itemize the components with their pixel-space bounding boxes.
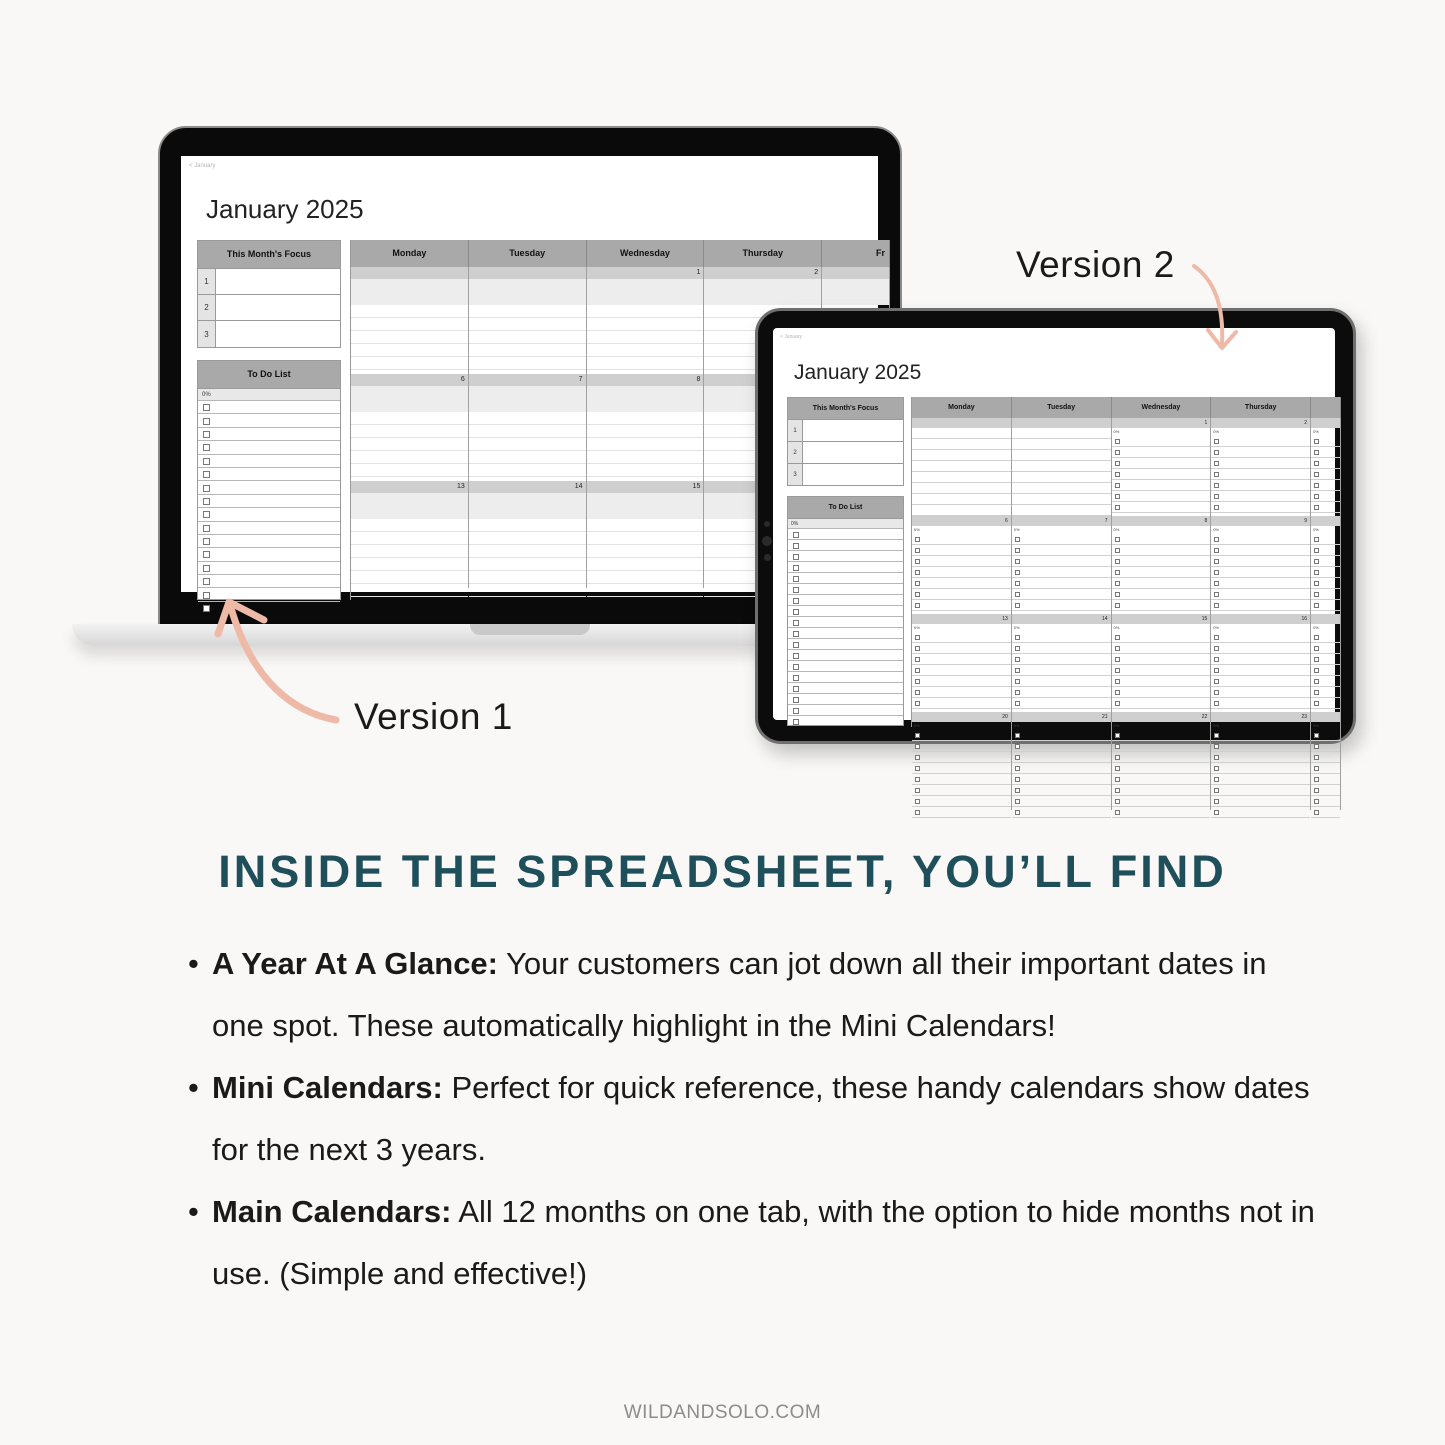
day-progress: 0% — [1113, 429, 1120, 434]
day-progress: 0% — [914, 527, 920, 532]
focus-header: This Month's Focus — [198, 241, 340, 268]
focus-number: 2 — [198, 295, 216, 320]
weekday-monday: Monday — [351, 240, 469, 267]
breadcrumb[interactable]: < January — [780, 334, 803, 340]
day-number: 15 — [1112, 614, 1211, 624]
day-number: 21 — [1012, 712, 1111, 722]
day-number: 6 — [351, 374, 468, 386]
feature-text: Your customers can jot down all their important dates in one spot. These automatically highlight in the Mini Calendars! — [212, 946, 1267, 1043]
day-progress: 0% — [1313, 625, 1319, 630]
list-item — [186, 933, 1326, 1057]
sheet-title: January 2025 — [206, 194, 364, 224]
day-progress: 0% — [1113, 527, 1120, 532]
day-number: 14 — [469, 481, 586, 493]
checkbox[interactable] — [1015, 810, 1020, 815]
arrow-icon-version-1 — [218, 602, 336, 720]
weekday-tuesday: Tuesday — [469, 240, 587, 267]
todo-progress: 0% — [198, 388, 340, 400]
day-progress: 0% — [1313, 429, 1319, 434]
day-progress: 0% — [1013, 723, 1020, 728]
list-item — [186, 1181, 1326, 1305]
todo-header: To Do List — [788, 497, 903, 518]
day-progress: 0% — [914, 723, 920, 728]
weekday-wednesday: Wednesday — [1112, 397, 1212, 418]
day-number: 13 — [351, 481, 468, 493]
day-number: 2 — [1211, 418, 1310, 428]
day-number: 20 — [912, 712, 1011, 722]
feature-list — [186, 933, 1326, 1305]
focus-header: This Month's Focus — [788, 398, 903, 419]
list-item — [186, 1057, 1326, 1181]
day-number: 8 — [1112, 516, 1211, 526]
day-progress: 0% — [1213, 723, 1220, 728]
day-progress: 0% — [1113, 723, 1120, 728]
day-progress: 0% — [1313, 527, 1319, 532]
day-progress: 0% — [1013, 527, 1020, 532]
day-number: 13 — [912, 614, 1011, 624]
weekday-tuesday: Tuesday — [1012, 397, 1112, 418]
day-progress: 0% — [1313, 723, 1319, 728]
day-task-row[interactable] — [912, 807, 1011, 818]
feature-text: All 12 months on one tab, with the option to hide months not in use. (Simple and effective!) — [212, 1194, 1315, 1291]
focus-number: 1 — [198, 269, 216, 294]
checkbox[interactable] — [1314, 810, 1319, 815]
focus-number: 2 — [788, 442, 803, 463]
day-number: 1 — [587, 267, 704, 279]
bullet-icon: • — [188, 1070, 199, 1105]
feature-title: Mini Calendars: — [212, 1070, 443, 1105]
day-number: 14 — [1012, 614, 1111, 624]
day-number: 22 — [1112, 712, 1211, 722]
day-progress: 0% — [914, 625, 920, 630]
focus-number: 3 — [198, 321, 216, 347]
checkbox[interactable] — [1115, 810, 1120, 815]
day-number: 16 — [1211, 614, 1310, 624]
day-number: 9 — [1211, 516, 1310, 526]
focus-number: 1 — [788, 420, 803, 441]
sheet-title: January 2025 — [794, 361, 922, 384]
day-number: 2 — [704, 267, 821, 279]
section-heading: INSIDE THE SPREADSHEET, YOU’LL FIND — [218, 846, 1227, 897]
day-progress: 0% — [1013, 625, 1020, 630]
weekday-thursday: Thursday — [1211, 397, 1311, 418]
day-progress: 0% — [1213, 429, 1220, 434]
checkbox[interactable] — [915, 810, 920, 815]
day-progress: 0% — [1213, 527, 1220, 532]
weekday-friday: Fr — [822, 240, 890, 267]
todo-header: To Do List — [198, 361, 340, 388]
breadcrumb[interactable]: < January — [189, 163, 216, 169]
day-progress: 0% — [1113, 625, 1120, 630]
day-progress: 0% — [1213, 625, 1220, 630]
arrow-icon-version-2 — [1194, 266, 1236, 348]
bullet-icon: • — [188, 946, 199, 981]
focus-number: 3 — [788, 464, 803, 485]
weekday-thursday: Thursday — [704, 240, 822, 267]
checkbox[interactable] — [1214, 810, 1219, 815]
day-task-row[interactable] — [1112, 807, 1211, 818]
day-number: 6 — [912, 516, 1011, 526]
feature-title: Main Calendars: — [212, 1194, 452, 1229]
day-number: 15 — [587, 481, 704, 493]
day-task-row[interactable] — [1211, 807, 1310, 818]
footer-website[interactable]: WILDANDSOLO.COM — [623, 1402, 822, 1423]
todo-progress: 0% — [788, 518, 903, 528]
day-number: 7 — [469, 374, 586, 386]
day-number: 8 — [587, 374, 704, 386]
day-task-row[interactable] — [1311, 807, 1340, 818]
version-2-label: Version 2 — [1016, 244, 1175, 285]
version-1-label: Version 1 — [354, 696, 513, 737]
day-number: 7 — [1012, 516, 1111, 526]
bullet-icon: • — [188, 1194, 199, 1229]
feature-title: A Year At A Glance: — [212, 946, 498, 981]
weekday-wednesday: Wednesday — [587, 240, 705, 267]
day-number: 23 — [1211, 712, 1310, 722]
day-task-row[interactable] — [1012, 807, 1111, 818]
weekday-monday: Monday — [912, 397, 1012, 418]
day-number: 1 — [1112, 418, 1211, 428]
feature-text: Perfect for quick reference, these handy calendars show dates for the next 3 years. — [212, 1070, 1310, 1167]
